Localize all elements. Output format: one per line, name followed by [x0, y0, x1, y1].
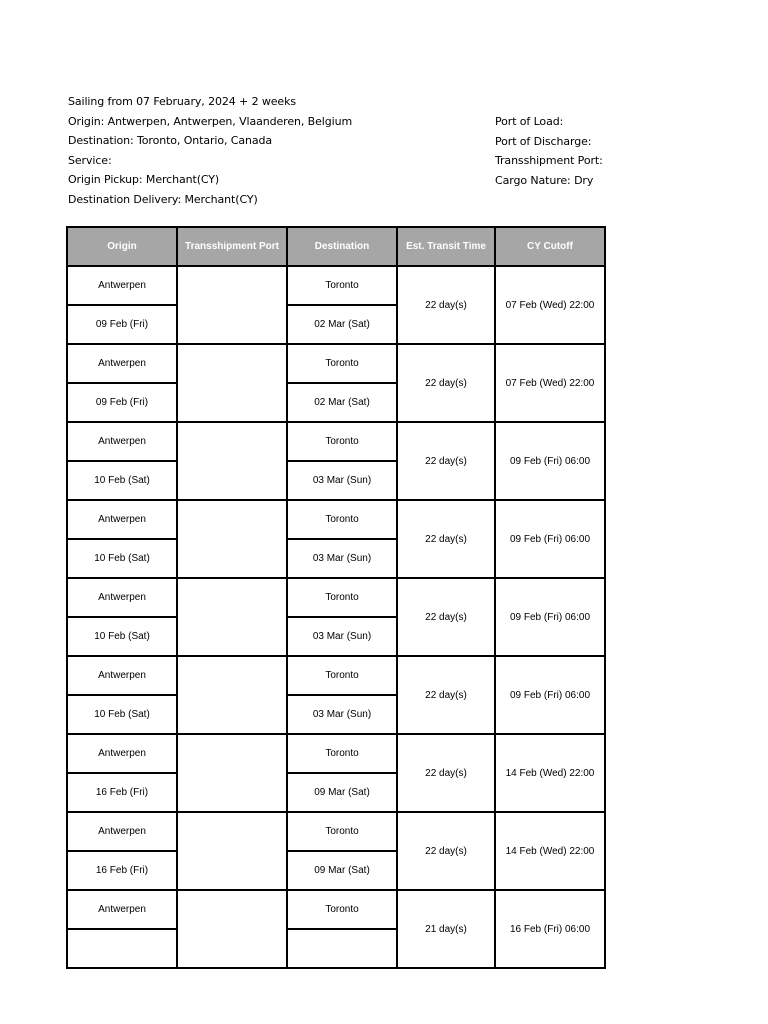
origin-date-cell: 10 Feb (Sat): [67, 695, 177, 734]
cy-cutoff-cell: 16 Feb (Fri) 06:00: [495, 890, 605, 968]
origin-port-cell: Antwerpen: [67, 344, 177, 383]
table-row: [67, 734, 605, 773]
table-row: [67, 500, 605, 539]
transit-time-cell: 21 day(s): [397, 890, 495, 968]
destination-port-cell: Toronto: [287, 500, 397, 539]
destination-date-cell: 03 Mar (Sun): [287, 539, 397, 578]
destination-date-cell: [287, 929, 397, 968]
column-header-cy-cutoff: CY Cutoff: [495, 227, 605, 266]
destination-date-cell: 09 Mar (Sat): [287, 851, 397, 890]
transit-time-cell: 22 day(s): [397, 734, 495, 812]
destination-port-cell: Toronto: [287, 578, 397, 617]
column-header-transshipment-port: Transshipment Port: [177, 227, 287, 266]
port-of-discharge-text: Port of Discharge:: [495, 134, 592, 148]
schedule-table-container: [66, 226, 606, 935]
port-of-load-text: Port of Load:: [495, 115, 564, 128]
column-header-transit-time: Est. Transit Time: [397, 227, 495, 266]
column-header-origin: Origin: [67, 227, 177, 266]
destination-date-cell: 09 Mar (Sat): [287, 773, 397, 812]
destination-port-cell: Toronto: [287, 344, 397, 383]
service-text: Service:: [68, 153, 112, 167]
table-row: [67, 266, 605, 305]
destination-port-cell: Toronto: [287, 812, 397, 851]
cy-cutoff-cell: 14 Feb (Wed) 22:00: [495, 734, 605, 812]
destination-date-cell: 02 Mar (Sat): [287, 305, 397, 344]
origin-date-cell: 10 Feb (Sat): [67, 461, 177, 500]
cy-cutoff-cell: 09 Feb (Fri) 06:00: [495, 422, 605, 500]
origin-port-cell: Antwerpen: [67, 812, 177, 851]
cargo-nature-text: Cargo Nature: Dry: [495, 173, 594, 187]
origin-date-cell: 16 Feb (Fri): [67, 851, 177, 890]
table-header-row: [67, 227, 605, 266]
origin-text: Origin: Antwerpen, Antwerpen, Vlaanderen, Belgium: [68, 114, 353, 128]
cy-cutoff-cell: 07 Feb (Wed) 22:00: [495, 344, 605, 422]
origin-port-cell: Antwerpen: [67, 500, 177, 539]
destination-text: Destination: Toronto, Ontario, Canada: [68, 134, 273, 147]
destination-port-cell: Toronto: [287, 734, 397, 773]
table-row: [67, 344, 605, 383]
origin-date-cell: 10 Feb (Sat): [67, 617, 177, 656]
table-row: [67, 812, 605, 851]
origin-date-cell: [67, 929, 177, 968]
transit-time-cell: 22 day(s): [397, 578, 495, 656]
origin-date-cell: 09 Feb (Fri): [67, 305, 177, 344]
destination-delivery-text: Destination Delivery: Merchant(CY): [68, 192, 258, 206]
origin-port-cell: Antwerpen: [67, 734, 177, 773]
destination-date-cell: 03 Mar (Sun): [287, 461, 397, 500]
origin-date-cell: 10 Feb (Sat): [67, 539, 177, 578]
transshipment-cell: [177, 890, 287, 968]
table-row: [67, 422, 605, 461]
schedule-table: [66, 226, 606, 969]
destination-date-cell: 02 Mar (Sat): [287, 383, 397, 422]
transshipment-cell: [177, 422, 287, 500]
cy-cutoff-cell: 09 Feb (Fri) 06:00: [495, 500, 605, 578]
transshipment-cell: [177, 734, 287, 812]
transshipment-port-text: Transshipment Port:: [495, 154, 603, 167]
port-details: [495, 112, 603, 190]
column-header-destination: Destination: [287, 227, 397, 266]
destination-port-cell: Toronto: [287, 422, 397, 461]
transit-time-cell: 22 day(s): [397, 656, 495, 734]
transshipment-cell: [177, 344, 287, 422]
transshipment-cell: [177, 578, 287, 656]
transshipment-cell: [177, 656, 287, 734]
destination-port-cell: Toronto: [287, 656, 397, 695]
origin-date-cell: 16 Feb (Fri): [67, 773, 177, 812]
transshipment-cell: [177, 500, 287, 578]
origin-port-cell: Antwerpen: [67, 422, 177, 461]
cy-cutoff-cell: 09 Feb (Fri) 06:00: [495, 578, 605, 656]
table-row: [67, 578, 605, 617]
transit-time-cell: 22 day(s): [397, 266, 495, 344]
destination-port-cell: Toronto: [287, 266, 397, 305]
route-details: [68, 92, 352, 209]
origin-port-cell: Antwerpen: [67, 578, 177, 617]
destination-port-cell: Toronto: [287, 890, 397, 929]
destination-date-cell: 03 Mar (Sun): [287, 617, 397, 656]
origin-date-cell: 09 Feb (Fri): [67, 383, 177, 422]
schedule-body: [67, 266, 605, 968]
cy-cutoff-cell: 14 Feb (Wed) 22:00: [495, 812, 605, 890]
table-row: [67, 890, 605, 929]
transit-time-cell: 22 day(s): [397, 500, 495, 578]
transit-time-cell: 22 day(s): [397, 422, 495, 500]
destination-date-cell: 03 Mar (Sun): [287, 695, 397, 734]
origin-port-cell: Antwerpen: [67, 890, 177, 929]
origin-port-cell: Antwerpen: [67, 656, 177, 695]
table-row: [67, 656, 605, 695]
transshipment-cell: [177, 266, 287, 344]
origin-port-cell: Antwerpen: [67, 266, 177, 305]
transit-time-cell: 22 day(s): [397, 344, 495, 422]
cy-cutoff-cell: 07 Feb (Wed) 22:00: [495, 266, 605, 344]
transit-time-cell: 22 day(s): [397, 812, 495, 890]
transshipment-cell: [177, 812, 287, 890]
sailing-date-text: Sailing from 07 February, 2024 + 2 weeks: [68, 95, 296, 108]
cy-cutoff-cell: 09 Feb (Fri) 06:00: [495, 656, 605, 734]
origin-pickup-text: Origin Pickup: Merchant(CY): [68, 173, 220, 186]
